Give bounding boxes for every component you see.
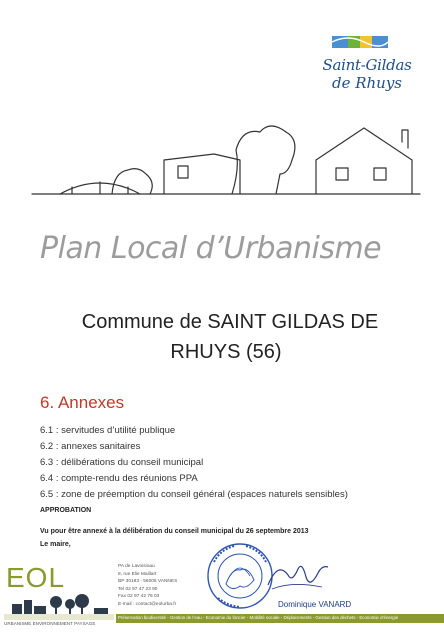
- commune-name-line2: RHUYS (56): [170, 341, 282, 363]
- footer-services-text: Préservation biodiversité - Gestion de l’eau - Economie du foncier - Mobilité sociale - Déplacements - Gestion des déchets - Economie d’énergie: [118, 615, 399, 620]
- annex-item: 6.4 : compte-rendu des réunions PPA: [40, 473, 198, 484]
- address-line: PA de Lavoisioau: [118, 564, 155, 569]
- annex-item: 6.2 : annexes sanitaires: [40, 441, 141, 452]
- address-line: BP 30183 - 56005 VANNES: [118, 579, 178, 585]
- logo-name-line2: de Rhuys: [331, 74, 403, 92]
- village-sketch-illustration: [0, 110, 444, 210]
- eol-logo: EOL: [6, 562, 66, 593]
- approval-statement: Vu pour être annexé à la délibération du conseil municipal du 26 septembre 2013: [40, 528, 309, 535]
- eol-address: [118, 563, 177, 609]
- address-line: 8, rue Elie Maillart: [118, 571, 157, 577]
- address-line: Tel 02 97 47 23 90: [118, 586, 158, 592]
- annex-list: [40, 423, 348, 503]
- annex-item: 6.5 : zone de préemption du conseil général (espaces naturels sensibles): [40, 489, 348, 500]
- document-title: Plan Local d’Urbanisme: [40, 231, 382, 266]
- annex-item: 6.3 : délibérations du conseil municipal: [40, 457, 204, 468]
- address-line: E-mail : contact@eolurba.fr: [118, 601, 177, 607]
- approbation-heading: APPROBATION: [40, 507, 92, 514]
- section-title: 6. Annexes: [40, 393, 125, 412]
- annex-item: 6.1 : servitudes d’utilité publique: [40, 425, 176, 436]
- mayor-label: Le maire,: [40, 541, 71, 548]
- logo-name-line1: Saint-Gildas: [322, 56, 412, 74]
- address-line: Fax 02 97 42 76 03: [118, 594, 160, 600]
- mayor-signature: [262, 555, 332, 595]
- eol-tagline: URBANISME ENVIRONNEMENT PAYSAGE: [4, 621, 96, 626]
- commune-name-line1: Commune de SAINT GILDAS DE: [81, 311, 379, 333]
- signatory-name: Dominique VANARD: [278, 600, 352, 609]
- eol-landscape-graphic: [4, 592, 114, 620]
